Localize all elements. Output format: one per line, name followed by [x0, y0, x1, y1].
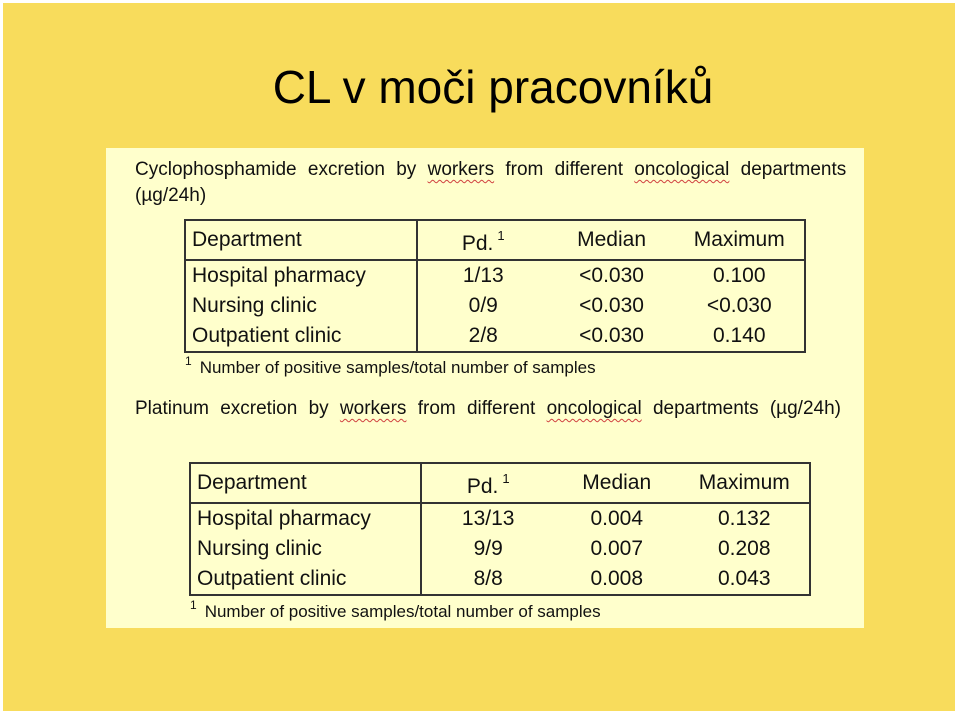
column-header-pd: [421, 463, 553, 503]
table-cell: Nursing clinic: [190, 534, 421, 564]
caption-text: oncological: [634, 159, 730, 180]
footnote: [190, 595, 601, 622]
table-cell: 2/8: [468, 324, 498, 347]
footnote: [185, 351, 596, 378]
table-cell: <0.030: [579, 324, 644, 347]
table-cell: 0.100: [712, 264, 766, 287]
platinum-table: [189, 462, 811, 596]
column-header: Pd.: [461, 232, 494, 255]
table-cell: Hospital pharmacy: [190, 503, 421, 534]
table-row: [185, 321, 805, 352]
footnote-marker: 1: [185, 354, 192, 368]
footnote-text: Number of positive samples/total number of samples: [199, 358, 596, 377]
table-cell: 0.008: [590, 567, 644, 590]
table-cell: 13/13: [461, 507, 515, 530]
caption-text: workers: [339, 398, 407, 419]
caption-text: workers: [427, 159, 495, 180]
footnote-marker: 1: [502, 471, 510, 486]
table-cell: 0.043: [717, 567, 771, 590]
table-cell: 1/13: [462, 264, 504, 287]
column-header: Maximum: [674, 220, 805, 260]
table-cell: 0/9: [468, 294, 498, 317]
table-cell: 0.004: [590, 507, 644, 530]
table-row: [190, 534, 810, 564]
table-cell: Nursing clinic: [185, 291, 417, 321]
slide: [3, 3, 955, 711]
table-cell: Outpatient clinic: [190, 564, 421, 595]
column-header: Pd.: [466, 475, 499, 498]
cyclophosphamide-table: [184, 219, 806, 353]
table-cell: <0.030: [579, 264, 644, 287]
content-image: [106, 148, 864, 628]
table-cell: 0.132: [717, 507, 771, 530]
caption-text: Cyclophosphamide excretion by: [135, 159, 428, 180]
table-cell: 0.140: [712, 324, 766, 347]
caption-text: oncological: [546, 398, 642, 419]
table-row: [190, 564, 810, 595]
column-header: Department: [190, 463, 421, 503]
caption-text: departments (µg/24h): [135, 159, 847, 206]
caption-text: Platinum excretion by: [135, 398, 340, 419]
table-cell: 0.007: [590, 537, 644, 560]
table-row: [190, 503, 810, 534]
table-cell: <0.030: [579, 294, 644, 317]
platinum-caption: [135, 396, 855, 422]
table-cell: 8/8: [473, 567, 503, 590]
slide-title: CL v moči pracovníků: [272, 61, 714, 113]
column-header: Maximum: [680, 463, 810, 503]
table-cell: Hospital pharmacy: [185, 260, 417, 291]
footnote-marker: 1: [497, 228, 505, 243]
cyclophosphamide-caption: [135, 157, 855, 209]
column-header-pd: [417, 220, 549, 260]
table-cell: 9/9: [473, 537, 503, 560]
caption-text: from different: [494, 159, 635, 180]
table-cell: <0.030: [706, 294, 772, 317]
caption-text: departments (µg/24h): [641, 398, 841, 419]
column-header: Median: [554, 463, 680, 503]
table-cell: Outpatient clinic: [185, 321, 417, 352]
table-header-row: [185, 220, 805, 260]
table-row: [185, 260, 805, 291]
footnote-marker: 1: [190, 598, 197, 612]
table-row: [185, 291, 805, 321]
column-header: Median: [549, 220, 675, 260]
footnote-text: Number of positive samples/total number of samples: [204, 602, 601, 621]
column-header: Department: [185, 220, 417, 260]
table-header-row: [190, 463, 810, 503]
table-cell: 0.208: [717, 537, 771, 560]
caption-text: from different: [406, 398, 547, 419]
